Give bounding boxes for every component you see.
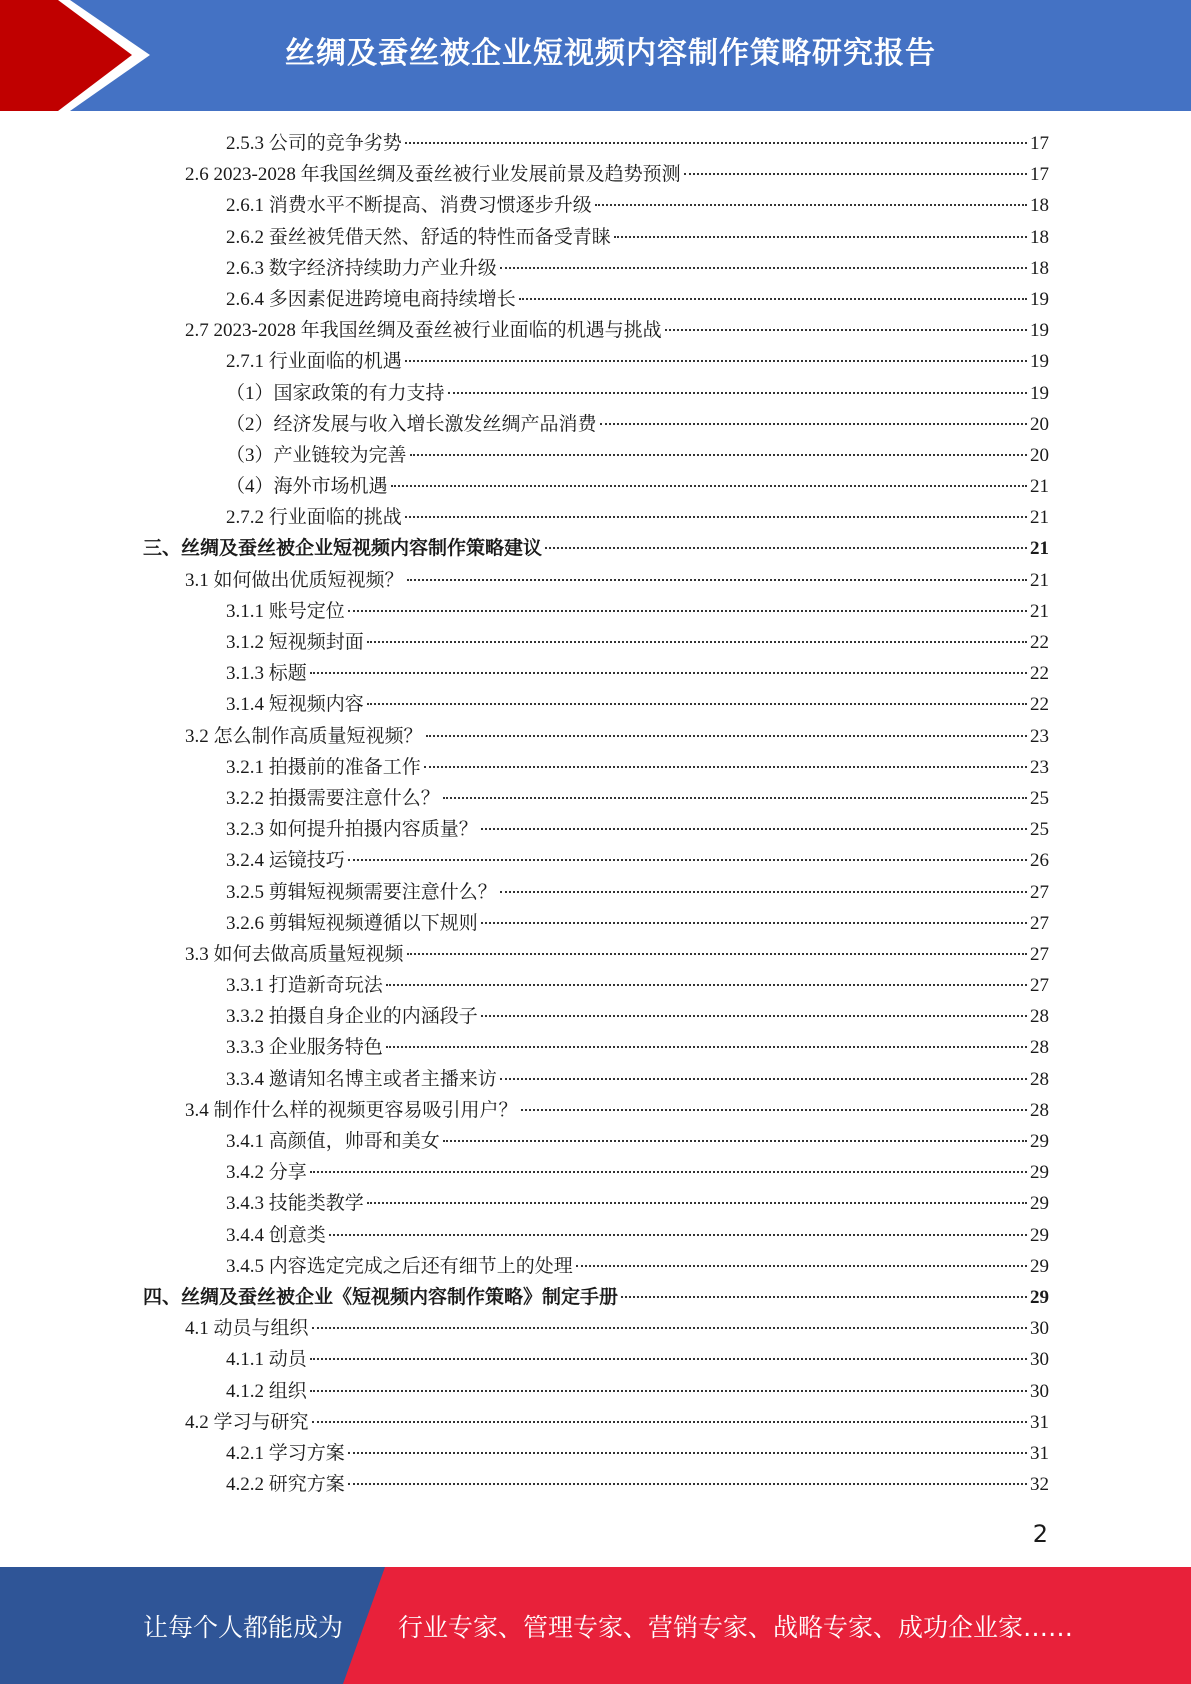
toc-entry-title: 3.3.4 邀请知名博主或者主播来访 bbox=[226, 1068, 497, 1090]
toc-entry-title: 3.1.4 短视频内容 bbox=[226, 694, 364, 716]
toc-entry-title: 三、丝绸及蚕丝被企业短视频内容制作策略建议 bbox=[143, 538, 543, 560]
toc-entry-title: 3.4.2 分享 bbox=[226, 1162, 307, 1184]
toc-entry[interactable] bbox=[143, 845, 1049, 876]
toc-entry[interactable] bbox=[143, 1438, 1049, 1469]
toc-dot-leader bbox=[348, 610, 1027, 612]
toc-entry-title: 4.1.2 组织 bbox=[226, 1380, 307, 1402]
toc-entry-title: （2）经济发展与收入增长激发丝绸产品消费 bbox=[226, 413, 597, 435]
toc-entry-title: 3.4 制作什么样的视频更容易吸引用户？ bbox=[185, 1099, 518, 1121]
toc-dot-leader bbox=[500, 891, 1027, 893]
toc-entry-page: 32 bbox=[1030, 1474, 1049, 1496]
toc-entry[interactable] bbox=[143, 1157, 1049, 1188]
toc-dot-leader bbox=[600, 423, 1027, 425]
toc-dot-leader bbox=[481, 828, 1027, 830]
toc-entry-title: 3.2.5 剪辑短视频需要注意什么？ bbox=[226, 881, 497, 903]
toc-entry[interactable] bbox=[143, 1313, 1049, 1344]
footer-slogan-right: 行业专家、管理专家、营销专家、战略专家、成功企业家…… bbox=[398, 1612, 1074, 1642]
toc-entry-title: 3.3 如何去做高质量短视频 bbox=[185, 943, 404, 965]
footer-slogan-left: 让每个人都能成为 bbox=[143, 1612, 344, 1642]
toc-entry[interactable] bbox=[143, 346, 1049, 377]
toc-entry-title: 3.1.2 短视频封面 bbox=[226, 632, 364, 653]
toc-dot-leader bbox=[310, 1390, 1027, 1392]
toc-entry-title: 2.7.2 行业面临的挑战 bbox=[226, 507, 402, 529]
toc-entry-title: 4.1.1 动员 bbox=[226, 1349, 307, 1371]
toc-entry-page: 25 bbox=[1030, 819, 1049, 841]
toc-dot-leader bbox=[405, 142, 1027, 144]
toc-entry-page: 26 bbox=[1030, 850, 1049, 872]
toc-entry-title: 2.5.3 公司的竞争劣势 bbox=[226, 133, 402, 154]
toc-entry-page: 20 bbox=[1030, 444, 1049, 466]
toc-dot-leader bbox=[410, 454, 1027, 456]
toc-entry-page: 30 bbox=[1030, 1380, 1049, 1402]
toc-dot-leader bbox=[348, 1452, 1027, 1454]
toc-entry-page: 30 bbox=[1030, 1318, 1049, 1340]
toc-entry[interactable] bbox=[143, 721, 1049, 752]
toc-entry[interactable] bbox=[143, 877, 1049, 908]
toc-entry-title: 3.3.1 打造新奇玩法 bbox=[226, 975, 383, 997]
toc-entry[interactable] bbox=[143, 128, 1049, 159]
toc-entry-title: 2.7.1 行业面临的机遇 bbox=[226, 351, 402, 373]
toc-dot-leader bbox=[614, 236, 1027, 238]
toc-entry[interactable] bbox=[143, 471, 1049, 502]
toc-entry-title: 4.2.2 研究方案 bbox=[226, 1474, 345, 1496]
toc-entry-title: 3.1.3 标题 bbox=[226, 663, 307, 685]
toc-dot-leader bbox=[521, 1109, 1027, 1111]
toc-entry[interactable] bbox=[143, 783, 1049, 814]
toc-entry-page: 27 bbox=[1030, 881, 1049, 903]
toc-entry-title: 3.4.3 技能类教学 bbox=[226, 1193, 364, 1215]
toc-entry-title: 3.2.4 运镜技巧 bbox=[226, 850, 345, 872]
toc-entry[interactable] bbox=[143, 222, 1049, 253]
table-of-contents bbox=[143, 128, 1049, 1500]
toc-dot-leader bbox=[312, 1421, 1027, 1423]
toc-entry-title: 4.2 学习与研究 bbox=[185, 1411, 309, 1433]
toc-entry-title: 2.6 2023-2028 年我国丝绸及蚕丝被行业发展前景及趋势预测 bbox=[185, 164, 681, 186]
toc-entry[interactable] bbox=[143, 1032, 1049, 1063]
toc-entry-title: （1）国家政策的有力支持 bbox=[226, 382, 445, 404]
toc-entry-page: 29 bbox=[1030, 1162, 1049, 1184]
toc-entry-page: 20 bbox=[1030, 413, 1049, 435]
toc-entry-page: 28 bbox=[1030, 1099, 1049, 1121]
toc-entry[interactable] bbox=[143, 1095, 1049, 1126]
toc-entry[interactable] bbox=[143, 502, 1049, 533]
toc-entry-title: 3.3.2 拍摄自身企业的内涵段子 bbox=[226, 1006, 478, 1028]
toc-entry-title: （3）产业链较为完善 bbox=[226, 444, 407, 466]
toc-entry-page: 19 bbox=[1030, 351, 1049, 373]
toc-entry-title: 2.6.2 蚕丝被凭借天然、舒适的特性而备受青睐 bbox=[226, 226, 611, 248]
toc-entry-title: 3.4.4 创意类 bbox=[226, 1224, 326, 1246]
toc-entry-page: 19 bbox=[1030, 382, 1049, 404]
toc-dot-leader bbox=[424, 766, 1027, 768]
toc-entry[interactable] bbox=[143, 908, 1049, 939]
toc-entry-page: 29 bbox=[1030, 1286, 1049, 1308]
toc-dot-leader bbox=[448, 392, 1027, 394]
toc-entry[interactable] bbox=[143, 284, 1049, 315]
header-banner bbox=[0, 0, 1191, 111]
toc-entry-page: 21 bbox=[1030, 569, 1049, 591]
toc-entry-page: 22 bbox=[1030, 694, 1049, 716]
toc-dot-leader bbox=[310, 1358, 1027, 1360]
toc-entry-title: 4.1 动员与组织 bbox=[185, 1318, 309, 1340]
toc-entry-title: 3.2.6 剪辑短视频遵循以下规则 bbox=[226, 912, 478, 934]
toc-dot-leader bbox=[367, 641, 1027, 643]
toc-dot-leader bbox=[684, 173, 1027, 175]
toc-entry-title: 2.6.3 数字经济持续助力产业升级 bbox=[226, 257, 497, 279]
toc-entry[interactable] bbox=[143, 1376, 1049, 1407]
toc-dot-leader bbox=[348, 1483, 1027, 1485]
toc-entry[interactable] bbox=[143, 409, 1049, 440]
toc-entry-page: 25 bbox=[1030, 787, 1049, 809]
toc-entry-page: 21 bbox=[1030, 476, 1049, 498]
toc-dot-leader bbox=[407, 579, 1027, 581]
toc-dot-leader bbox=[310, 672, 1027, 674]
toc-dot-leader bbox=[576, 1265, 1027, 1267]
toc-dot-leader bbox=[481, 922, 1027, 924]
toc-entry[interactable] bbox=[143, 752, 1049, 783]
toc-entry[interactable] bbox=[143, 315, 1049, 346]
toc-entry[interactable] bbox=[143, 1344, 1049, 1375]
toc-dot-leader bbox=[595, 204, 1027, 206]
toc-entry-page: 19 bbox=[1030, 288, 1049, 310]
toc-entry-title: 3.2.2 拍摄需要注意什么？ bbox=[226, 787, 440, 809]
toc-entry-page: 27 bbox=[1030, 943, 1049, 965]
toc-entry[interactable] bbox=[143, 1001, 1049, 1032]
toc-entry-page: 18 bbox=[1030, 195, 1049, 217]
toc-entry-title: 四、丝绸及蚕丝被企业《短视频内容制作策略》制定手册 bbox=[143, 1286, 619, 1308]
toc-entry[interactable] bbox=[143, 159, 1049, 190]
toc-entry[interactable] bbox=[143, 1282, 1049, 1313]
toc-entry-page: 29 bbox=[1030, 1131, 1049, 1152]
toc-entry-page: 29 bbox=[1030, 1224, 1049, 1246]
toc-entry-title: 3.3.3 企业服务特色 bbox=[226, 1037, 383, 1059]
toc-entry-page: 28 bbox=[1030, 1037, 1049, 1059]
page-number: 2 bbox=[1032, 1520, 1048, 1548]
footer-banner bbox=[0, 1567, 1191, 1684]
toc-entry-page: 27 bbox=[1030, 975, 1049, 997]
toc-entry-page: 22 bbox=[1030, 632, 1049, 653]
toc-entry-page: 30 bbox=[1030, 1349, 1049, 1371]
toc-dot-leader bbox=[391, 485, 1027, 487]
toc-entry[interactable] bbox=[143, 1469, 1049, 1500]
toc-entry[interactable] bbox=[143, 565, 1049, 596]
toc-entry[interactable] bbox=[143, 1126, 1049, 1157]
toc-dot-leader bbox=[312, 1327, 1027, 1329]
toc-entry[interactable] bbox=[143, 658, 1049, 689]
toc-entry-title: 3.4.5 内容选定完成之后还有细节上的处理 bbox=[226, 1255, 573, 1277]
toc-entry-title: 2.6.4 多因素促进跨境电商持续增长 bbox=[226, 288, 516, 310]
toc-dot-leader bbox=[443, 1140, 1027, 1142]
toc-dot-leader bbox=[329, 1234, 1027, 1236]
toc-entry-page: 19 bbox=[1030, 320, 1049, 342]
toc-dot-leader bbox=[426, 735, 1027, 737]
toc-dot-leader bbox=[386, 1046, 1027, 1048]
toc-entry[interactable] bbox=[143, 440, 1049, 471]
toc-entry-page: 22 bbox=[1030, 663, 1049, 685]
toc-entry-page: 23 bbox=[1030, 756, 1049, 778]
toc-entry-page: 21 bbox=[1030, 600, 1049, 622]
toc-entry-page: 23 bbox=[1030, 725, 1049, 747]
toc-entry[interactable] bbox=[143, 253, 1049, 284]
toc-entry-page: 18 bbox=[1030, 257, 1049, 279]
toc-entry-page: 29 bbox=[1030, 1193, 1049, 1215]
toc-dot-leader bbox=[500, 1078, 1027, 1080]
toc-entry[interactable] bbox=[143, 970, 1049, 1001]
toc-entry-title: （4）海外市场机遇 bbox=[226, 476, 388, 498]
toc-dot-leader bbox=[500, 267, 1027, 269]
toc-entry[interactable] bbox=[143, 1251, 1049, 1282]
toc-dot-leader bbox=[545, 547, 1027, 549]
toc-entry-title: 4.2.1 学习方案 bbox=[226, 1442, 345, 1464]
toc-entry-title: 3.2.3 如何提升拍摄内容质量？ bbox=[226, 819, 478, 841]
toc-dot-leader bbox=[665, 329, 1027, 331]
toc-entry[interactable] bbox=[143, 1407, 1049, 1438]
toc-entry-title: 3.2 怎么制作高质量短视频？ bbox=[185, 725, 423, 747]
toc-entry[interactable] bbox=[143, 814, 1049, 845]
toc-entry-page: 29 bbox=[1030, 1255, 1049, 1277]
toc-dot-leader bbox=[405, 516, 1027, 518]
toc-entry[interactable] bbox=[143, 190, 1049, 221]
toc-entry-title: 3.1.1 账号定位 bbox=[226, 600, 345, 622]
toc-entry[interactable] bbox=[143, 1188, 1049, 1219]
toc-entry-page: 17 bbox=[1030, 164, 1049, 186]
toc-entry-title: 3.4.1 高颜值，帅哥和美女 bbox=[226, 1131, 440, 1152]
toc-dot-leader bbox=[407, 953, 1027, 955]
toc-entry-page: 31 bbox=[1030, 1411, 1049, 1433]
toc-dot-leader bbox=[519, 298, 1027, 300]
toc-entry-title: 3.2.1 拍摄前的准备工作 bbox=[226, 756, 421, 778]
toc-entry[interactable] bbox=[143, 378, 1049, 409]
toc-dot-leader bbox=[367, 703, 1027, 705]
document-title: 丝绸及蚕丝被企业短视频内容制作策略研究报告 bbox=[285, 36, 936, 71]
toc-entry-page: 21 bbox=[1030, 507, 1049, 529]
toc-entry[interactable] bbox=[143, 627, 1049, 658]
toc-dot-leader bbox=[310, 1171, 1027, 1173]
toc-dot-leader bbox=[621, 1296, 1027, 1298]
toc-entry-page: 28 bbox=[1030, 1068, 1049, 1090]
toc-dot-leader bbox=[405, 360, 1027, 362]
toc-entry[interactable] bbox=[143, 1220, 1049, 1251]
toc-entry[interactable] bbox=[143, 596, 1049, 627]
toc-entry-page: 28 bbox=[1030, 1006, 1049, 1028]
toc-dot-leader bbox=[481, 1015, 1027, 1017]
toc-entry-page: 31 bbox=[1030, 1442, 1049, 1464]
toc-entry-page: 17 bbox=[1030, 133, 1049, 154]
toc-dot-leader bbox=[386, 984, 1027, 986]
toc-entry[interactable] bbox=[143, 1064, 1049, 1095]
toc-dot-leader bbox=[348, 859, 1027, 861]
toc-entry[interactable] bbox=[143, 533, 1049, 564]
toc-entry-page: 27 bbox=[1030, 912, 1049, 934]
toc-entry-title: 3.1 如何做出优质短视频？ bbox=[185, 569, 404, 591]
toc-entry-page: 21 bbox=[1030, 538, 1049, 560]
toc-entry-title: 2.6.1 消费水平不断提高、消费习惯逐步升级 bbox=[226, 195, 592, 217]
toc-entry-page: 18 bbox=[1030, 226, 1049, 248]
toc-entry-title: 2.7 2023-2028 年我国丝绸及蚕丝被行业面临的机遇与挑战 bbox=[185, 320, 662, 342]
toc-dot-leader bbox=[443, 797, 1027, 799]
toc-entry[interactable] bbox=[143, 939, 1049, 970]
toc-dot-leader bbox=[367, 1202, 1027, 1204]
toc-entry[interactable] bbox=[143, 689, 1049, 720]
